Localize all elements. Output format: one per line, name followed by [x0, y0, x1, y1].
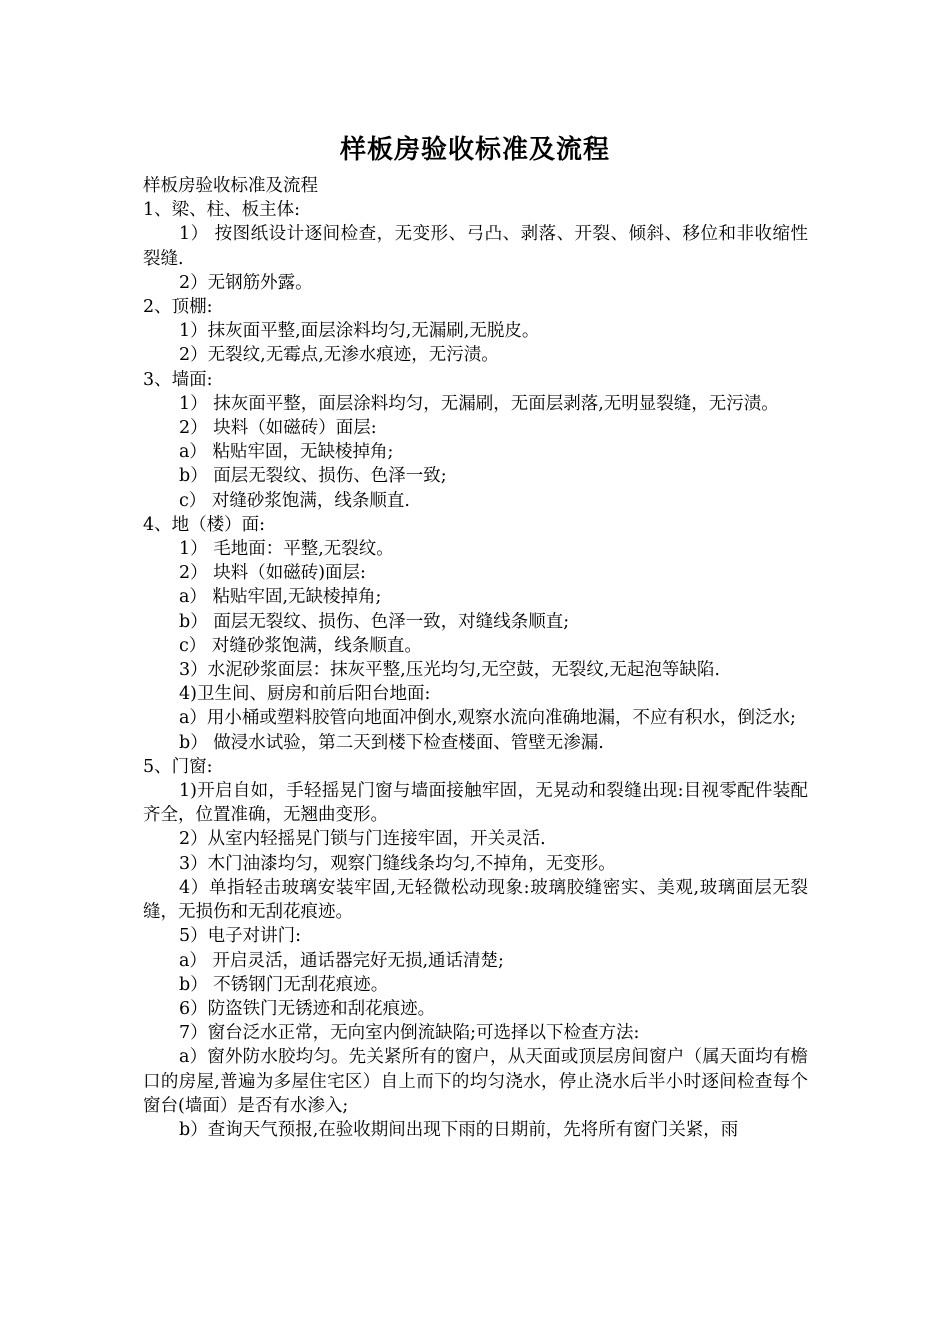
- paragraph-line: 2）无裂纹,无霉点,无渗水痕迹，无污渍。: [179, 345, 499, 366]
- paragraph-line: 4）单指轻击玻璃安装牢固,无轻微松动现象:玻璃胶缝密实、美观,玻璃面层无裂缝，无损伤和无刮花痕迹。: [143, 877, 808, 923]
- paragraph-line: 样板房验收标准及流程: [143, 176, 318, 196]
- paragraph-line: b） 不锈钢门无刮花痕迹。: [179, 974, 389, 995]
- paragraph-line: a） 开启灵活，通话器完好无损,通话清楚;: [179, 950, 504, 971]
- paragraph-line: c） 对缝砂浆饱满，线条顺直。: [179, 635, 422, 656]
- paragraph-line: 1） 抹灰面平整，面层涂料均匀，无漏刷，无面层剥落,无明显裂缝，无污渍。: [179, 393, 779, 414]
- paragraph-line: 1） 按图纸设计逐间检查，无变形、弓凸、剥落、开裂、倾斜、移位和非收缩性裂缝.: [143, 224, 808, 269]
- paragraph-line: a）用小桶或塑料胶管向地面冲倒水,观察水流向准确地漏，不应有积水，倒泛水;: [179, 708, 796, 729]
- paragraph-line: 5、门窗:: [143, 756, 213, 777]
- paragraph-line: 3、墙面:: [143, 369, 213, 390]
- paragraph-line: 5）电子对讲门:: [179, 926, 302, 947]
- document-title: 样板房验收标准及流程: [339, 135, 610, 165]
- paragraph-line: a） 粘贴牢固，无缺棱掉角;: [179, 442, 394, 463]
- paragraph-line: 2）无钢筋外露。: [179, 272, 313, 293]
- paragraph-line: 4、地（楼）面:: [143, 514, 266, 535]
- paragraph-line: c） 对缝砂浆饱满，线条顺直.: [179, 490, 410, 511]
- paragraph-line: 3）水泥砂浆面层：抹灰平整,压光均匀,无空鼓，无裂纹,无起泡等缺陷.: [179, 660, 720, 681]
- paragraph-line: b） 面层无裂纹、损伤、色泽一致，对缝线条顺直;: [179, 611, 570, 632]
- paragraph-line: b） 面层无裂纹、损伤、色泽一致;: [179, 466, 447, 487]
- paragraph-line: b）查询天气预报,在验收期间出现下雨的日期前，先将所有窗门关紧，雨: [179, 1119, 739, 1140]
- paragraph-line: b） 做浸水试验，第二天到楼下检查楼面、管壁无渗漏.: [179, 732, 604, 753]
- paragraph-line: 7）窗台泛水正常，无向室内倒流缺陷;可选择以下检查方法:: [179, 1023, 640, 1044]
- paragraph-line: 6）防盗铁门无锈迹和刮花痕迹。: [179, 998, 436, 1019]
- paragraph-line: 1）抹灰面平整,面层涂料均匀,无漏刷,无脱皮。: [179, 321, 540, 342]
- paragraph-line: 2） 块料（如磁砖)面层:: [179, 563, 366, 584]
- paragraph-line: a） 粘贴牢固,无缺棱掉角;: [179, 587, 382, 608]
- paragraph-line: 3）木门油漆均匀，观察门缝线条均匀,不掉角，无变形。: [179, 853, 616, 874]
- paragraph-line: a）窗外防水胶均匀。先关紧所有的窗户，从天面或顶层房间窗户（属天面均有檐口的房屋,普遍为多屋住宅区）自上而下的均匀浇水，停止浇水后半小时逐间检查每个窗台(墙面）是否有水渗入;: [143, 1047, 808, 1116]
- document-body: [143, 174, 808, 1142]
- paragraph-line: 2、顶棚:: [143, 297, 213, 318]
- paragraph-line: 2） 块料（如磁砖）面层:: [179, 418, 377, 439]
- paragraph-line: 1、梁、柱、板主体:: [143, 200, 301, 221]
- paragraph-line: 1） 毛地面：平整,无裂纹。: [179, 539, 394, 560]
- paragraph-line: 1)开启自如，手轻摇晃门窗与墙面接触牢固，无晃动和裂缝出现:目视零配件装配齐全，位置准确，无翘曲变形。: [143, 781, 808, 826]
- paragraph-line: 4)卫生间、厨房和前后阳台地面:: [179, 684, 431, 705]
- paragraph-line: 2）从室内轻摇晃门锁与门连接牢固，开关灵活.: [179, 829, 546, 850]
